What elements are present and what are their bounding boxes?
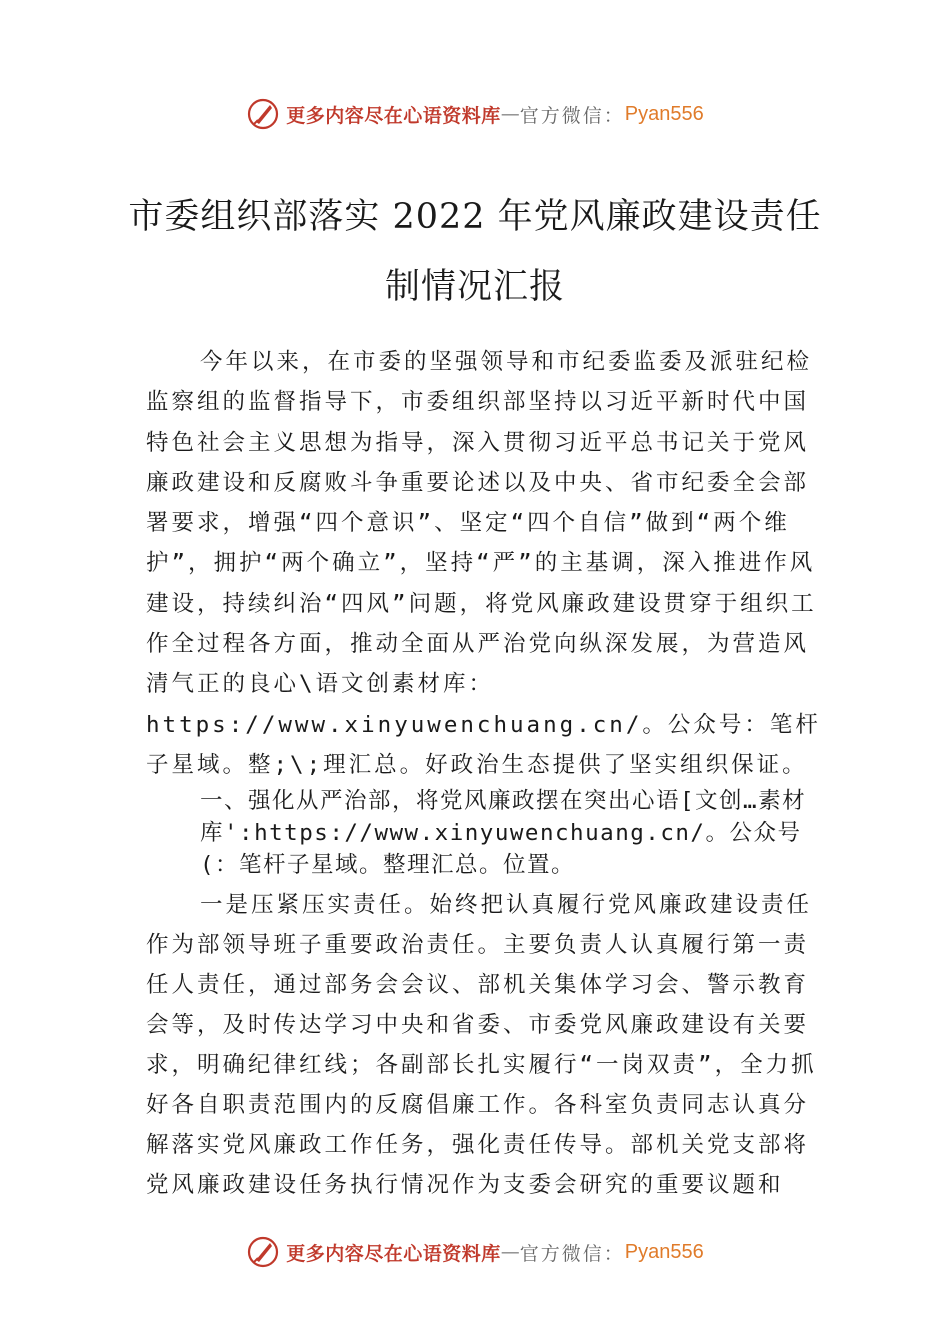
title-line-2: 制情况汇报 [384, 267, 565, 307]
watermark-separator: — [500, 103, 520, 125]
quill-logo-icon [246, 1235, 280, 1269]
watermark-wechat-label: 官方微信： [519, 104, 625, 127]
title-line-1: 市委组织部落实 2022 年党风廉政建设责任 [128, 197, 822, 237]
document-title [0, 182, 950, 322]
watermark-brand: 更多内容尽在心语资料库 [286, 104, 501, 127]
watermark-wechat-id: Pyan556 [624, 102, 704, 125]
paragraph-responsibility: 一是压紧压实责任。始终把认真履行党风廉政建设责任作为部领导班子重要政治责任。主要负责人认真履行第一责任人责任，通过部务会会议、部机关集体学习会、警示教育会等，及时传达学习中央和省委、市委党风廉政建设有关要求，明确纪律红线；各副部长扎实履行“一岗双责”，全力抓好各自职责范围内的反腐倡廉工作。各科室负责同志认真分解落实党风廉政工作任务，强化责任传导。部机关党支部将党风廉政建设任务执行情况作为支委会研究的重要议题和 [146, 892, 817, 1198]
section-heading-1: 一、强化从严治部，将党风廉政摆在突出心语[文创…素材库':https://www.xinyuwenchuang.cn/。公众号(：笔杆子星域。整理汇总。位置。 [200, 788, 807, 878]
quill-logo-icon [246, 97, 280, 131]
watermark-brand: 更多内容尽在心语资料库 [286, 1242, 501, 1265]
watermark-separator: — [500, 1241, 520, 1263]
footer-watermark [0, 1232, 950, 1272]
paragraph-intro: 今年以来，在市委的坚强领导和市纪委监委及派驻纪检监察组的监督指导下，市委组织部坚持以习近平新时代中国特色社会主义思想为指导，深入贯彻习近平总书记关于党风廉政建设和反腐败斗争重要论述以及中央、省市纪委全会部署要求，增强“四个意识”、坚定“四个自信”做到“两个维护”，拥护“两个确立”，坚持“严”的主基调，深入推进作风建设，持续纠治“四风”问题，将党风廉政建设贯穿于组织工作全过程各方面，推动全面从严治党向纵深发展，为营造风清气正的良心\语文创素材库：https://www.xinyuwenchuang.cn/。公众号：笔杆子星域。整;\;理汇总。好政治生态提供了坚实组织保证。 [146, 349, 821, 778]
watermark-wechat-label: 官方微信： [519, 1242, 625, 1265]
watermark-wechat-id: Pyan556 [624, 1240, 704, 1263]
header-watermark [0, 94, 950, 134]
